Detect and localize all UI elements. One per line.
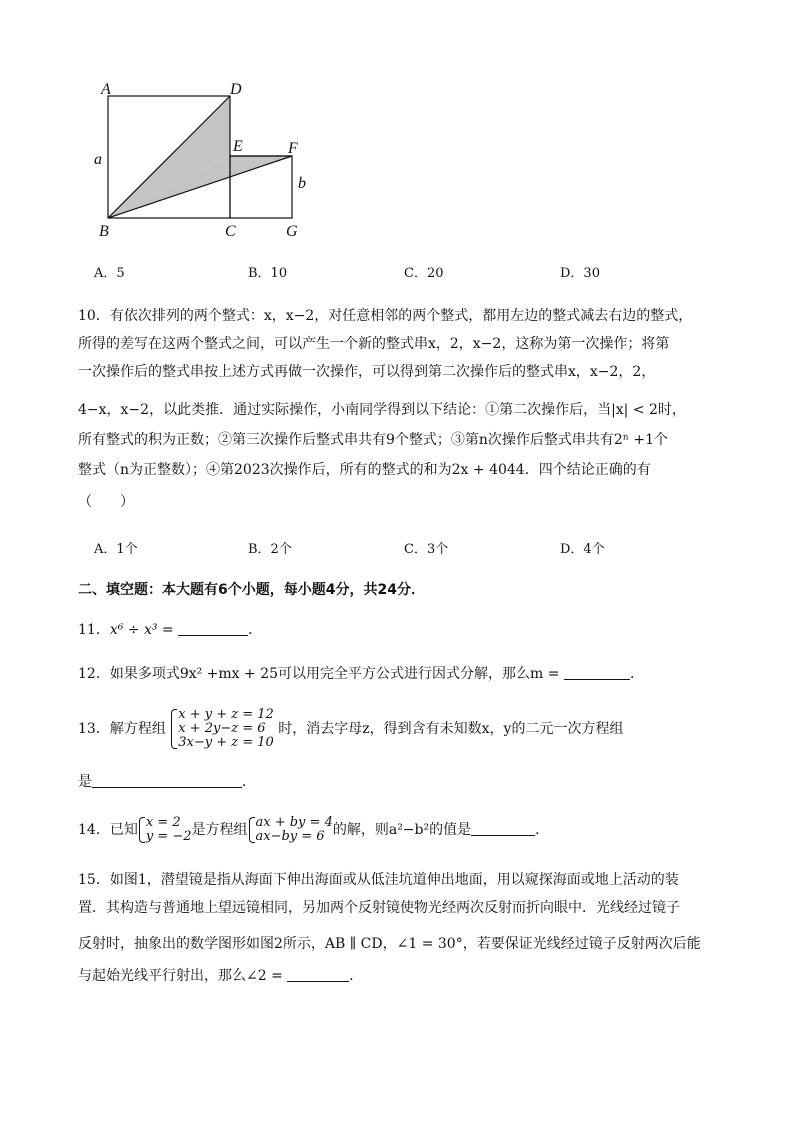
q10-line-1: 10．有依次排列的两个整式：x，x−2，对任意相邻的两个整式，都用左边的整式减去右边的整式， bbox=[78, 308, 693, 324]
q13-prefix: 13．解方程组 bbox=[78, 721, 166, 737]
q11-expression: x⁶ ÷ x³ = bbox=[109, 622, 174, 638]
q13-line2-text: 是 bbox=[78, 774, 92, 790]
label-side-a: a bbox=[94, 151, 102, 168]
q11-answer-blank[interactable] bbox=[178, 621, 248, 636]
q13-end: ． bbox=[242, 774, 256, 790]
q12-end: ． bbox=[629, 666, 644, 682]
q15-line-4-wrap bbox=[78, 966, 363, 986]
q11-end: ． bbox=[248, 622, 263, 638]
q12 bbox=[78, 664, 644, 684]
q14 bbox=[78, 816, 549, 844]
q15-line-3: 反射时，抽象出的数学图形如图2所示，AB ∥ CD，∠1 = 30°，若要保证光线经过镜子反射两次后能 bbox=[78, 936, 701, 952]
q10-line-3: 一次操作后的整式串按上述方式再做一次操作，可以得到第二次操作后的整式串x，x−2，2， bbox=[78, 364, 656, 380]
q9-option-a[interactable]: A．5 bbox=[94, 266, 125, 281]
q11-number: 11． bbox=[78, 622, 110, 638]
q14-eq-2: ax−by = 6 bbox=[255, 829, 325, 844]
q15-line-2: 置．其构造与普通地上望远镜相同，另加两个反射镜使物光经两次反射而折向眼中．光线经过镜子 bbox=[78, 900, 680, 916]
q10-line-2: 所得的差写在这两个整式之间，可以产生一个新的整式串x，2，x−2，这称为第一次操作；将第 bbox=[78, 336, 670, 352]
q13-answer-blank[interactable] bbox=[92, 773, 242, 788]
section-2-title: 二、填空题：本大题有6个小题，每小题4分，共24分． bbox=[78, 582, 425, 598]
q14-sol-1: x = 2 bbox=[145, 815, 181, 830]
q13-equation-system bbox=[170, 708, 274, 750]
q10-line-7: （ ） bbox=[78, 494, 134, 510]
q10-line-6: 整式（n为正整数）；④第2023次操作后，所有的整式的和为2x + 4044．四个结论正确的有 bbox=[78, 462, 651, 478]
q13-eq-2: x + 2y−z = 6 bbox=[178, 721, 266, 736]
label-side-b: b bbox=[298, 175, 306, 192]
q14-sol-2: y = −2 bbox=[145, 829, 192, 844]
q14-eq-1: ax + by = 4 bbox=[255, 815, 333, 830]
q11 bbox=[78, 620, 262, 640]
q10-option-b[interactable]: B．2个 bbox=[248, 542, 292, 557]
label-g: G bbox=[286, 223, 298, 240]
q10-option-c[interactable]: C．3个 bbox=[404, 542, 449, 557]
label-a: A bbox=[101, 81, 111, 98]
q13-line-2 bbox=[78, 772, 256, 792]
q10-line-5: 所有整式的积为正数；②第三次操作后整式串共有9个整式；③第n次操作后整式串共有2ⁿ +1个 bbox=[78, 432, 668, 448]
q10-option-d[interactable]: D．4个 bbox=[560, 542, 605, 557]
q13-eq-1: x + y + z = 12 bbox=[178, 707, 274, 722]
q10-line-4: 4−x，x−2，以此类推．通过实际操作，小南同学得到以下结论：①第二次操作后，当|x| < 2时， bbox=[78, 402, 686, 418]
q14-end: ． bbox=[535, 822, 550, 838]
q14-solution bbox=[138, 816, 192, 844]
q14-mid: 是方程组 bbox=[191, 822, 248, 838]
q13 bbox=[78, 708, 623, 750]
q14-answer-blank[interactable] bbox=[471, 821, 535, 836]
q15-end: ． bbox=[349, 968, 364, 984]
q9-option-c[interactable]: C．20 bbox=[404, 266, 444, 281]
q14-prefix: 14．已知 bbox=[78, 822, 138, 838]
q15-answer-blank[interactable] bbox=[287, 967, 349, 982]
label-c: C bbox=[225, 223, 236, 240]
label-f: F bbox=[288, 140, 298, 157]
label-d: D bbox=[230, 81, 242, 98]
q9-option-b[interactable]: B．10 bbox=[248, 266, 288, 281]
q10-options bbox=[94, 538, 714, 558]
q10-option-a[interactable]: A．1个 bbox=[94, 542, 138, 557]
q9-option-d[interactable]: D．30 bbox=[560, 266, 600, 281]
q12-answer-blank[interactable] bbox=[564, 665, 630, 680]
q12-text: 12．如果多项式9x² +mx + 25可以用完全平方公式进行因式分解，那么m = bbox=[78, 666, 560, 682]
q13-suffix: 时，消去字母z，得到含有未知数x，y的二元一次方程组 bbox=[278, 721, 624, 737]
q9-options bbox=[94, 262, 714, 282]
q14-equation-system bbox=[248, 816, 333, 844]
q14-suffix: 的解，则a²−b²的值是 bbox=[332, 822, 472, 838]
q15-line-1: 15．如图1，潜望镜是指从海面下伸出海面或从低洼坑道伸出地面，用以窥探海面或地上活动的装 bbox=[78, 872, 679, 888]
label-b: B bbox=[99, 223, 109, 240]
q13-eq-3: 3x−y + z = 10 bbox=[178, 735, 274, 750]
q15-line-4: 与起始光线平行射出，那么∠2 = bbox=[78, 968, 283, 984]
label-e: E bbox=[233, 138, 243, 155]
geometry-figure bbox=[86, 76, 316, 240]
